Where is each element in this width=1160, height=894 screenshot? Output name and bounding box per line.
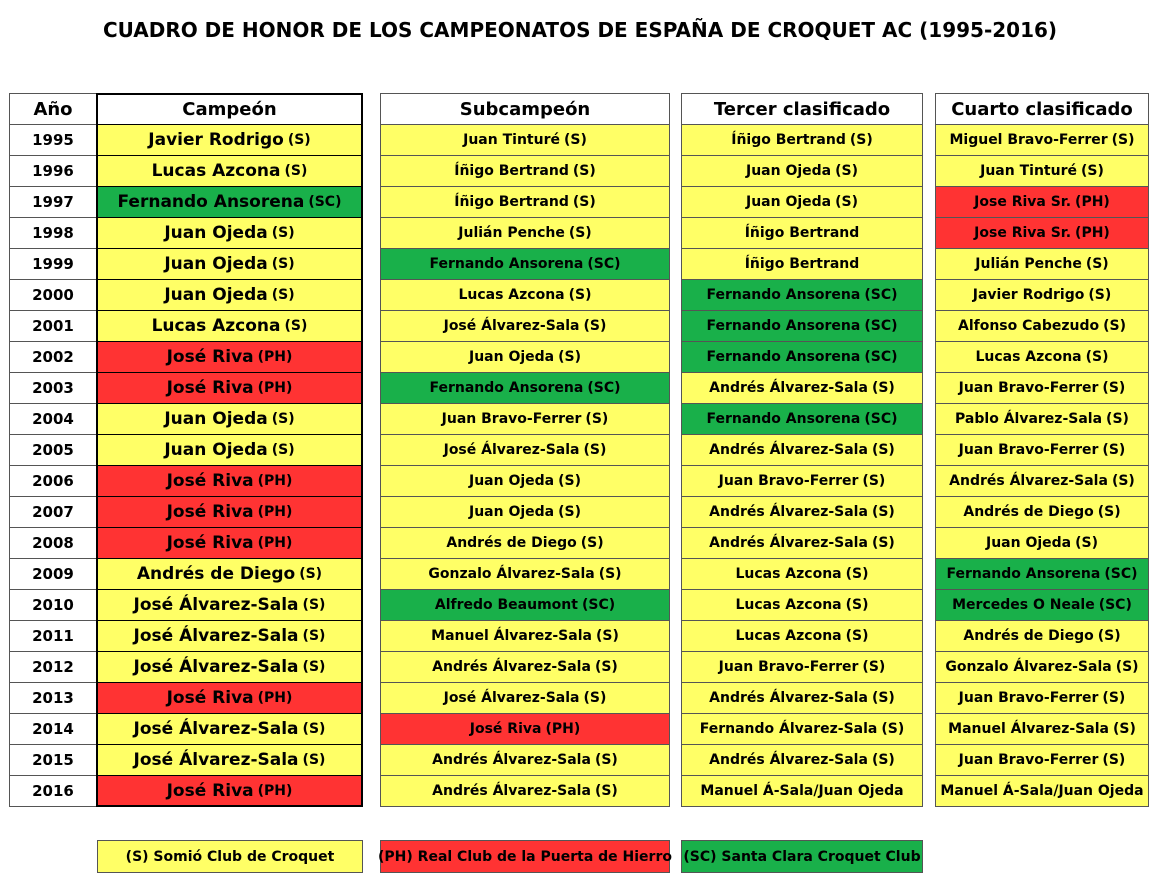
player-name: Andrés Álvarez-Sala — [709, 690, 868, 706]
campeon-cell — [96, 744, 363, 776]
club-code: (SC) — [864, 349, 898, 365]
club-code: (S) — [1102, 752, 1126, 768]
player-name: Íñigo Bertrand — [454, 163, 569, 179]
cuarto-cell — [935, 372, 1149, 404]
club-code: (SC) — [864, 287, 898, 303]
year-cell: 2004 — [9, 403, 97, 435]
tercero-cell — [681, 527, 923, 559]
club-code: (S) — [284, 163, 308, 179]
club-code: (S) — [271, 225, 295, 241]
tercero-cell — [681, 434, 923, 466]
year-cell: 1998 — [9, 217, 97, 249]
tercero-cell — [681, 372, 923, 404]
club-code: (S) — [1085, 349, 1109, 365]
player-name: José Riva — [166, 502, 254, 522]
tercero-cell — [681, 713, 923, 745]
player-name: Fernando Ansorena — [706, 318, 861, 334]
player-name: Andrés Álvarez-Sala — [709, 752, 868, 768]
club-code: (S) — [1075, 535, 1099, 551]
tercero-cell — [681, 465, 923, 497]
player-name: Andrés Álvarez-Sala — [432, 659, 591, 675]
club-code: (S) — [583, 318, 607, 334]
player-name: Julián Penche — [458, 225, 565, 241]
player-name: Andrés Álvarez-Sala — [709, 442, 868, 458]
player-name: Javier Rodrigo — [148, 130, 284, 150]
player-name: Andrés de Diego — [963, 504, 1094, 520]
campeon-cell — [96, 465, 363, 497]
campeon-cell — [96, 217, 363, 249]
year-cell: 2001 — [9, 310, 97, 342]
cuarto-cell — [935, 682, 1149, 714]
club-code: (S) — [862, 659, 886, 675]
tercero-cell — [681, 341, 923, 373]
club-code: (S) — [1085, 256, 1109, 272]
campeon-cell — [96, 341, 363, 373]
club-code: (S) — [871, 535, 895, 551]
player-name: José Álvarez-Sala — [133, 750, 299, 770]
player-name: Jose Riva Sr. — [974, 225, 1072, 241]
club-code: (S) — [1097, 628, 1121, 644]
club-code: (PH) — [1075, 225, 1110, 241]
tercero-cell — [681, 620, 923, 652]
club-code: (S) — [595, 628, 619, 644]
club-code: (S) — [1115, 659, 1139, 675]
year-cell: 2013 — [9, 682, 97, 714]
player-name: Juan Ojeda — [164, 254, 268, 274]
club-code: (S) — [835, 163, 859, 179]
club-code: (PH) — [257, 380, 293, 396]
year-cell: 2003 — [9, 372, 97, 404]
campeon-cell — [96, 682, 363, 714]
subcampeon-cell — [380, 310, 670, 342]
tercero-cell — [681, 651, 923, 683]
tercero-cell — [681, 682, 923, 714]
player-name: Juan Bravo-Ferrer — [958, 690, 1099, 706]
player-name: Julián Penche — [975, 256, 1082, 272]
player-name: José Riva — [166, 347, 254, 367]
tercero-cell — [681, 558, 923, 590]
club-code: (PH) — [1075, 194, 1110, 210]
player-name: Juan Ojeda — [164, 440, 268, 460]
club-code: (S) — [1102, 380, 1126, 396]
campeon-cell — [96, 589, 363, 621]
player-name: Juan Ojeda — [468, 504, 555, 520]
club-code: (S) — [1102, 690, 1126, 706]
player-name: Juan Ojeda — [164, 223, 268, 243]
club-code: (SC) — [308, 194, 342, 210]
club-code: (S) — [271, 256, 295, 272]
subcampeon-cell — [380, 775, 670, 807]
year-cell: 2015 — [9, 744, 97, 776]
tercero-cell — [681, 124, 923, 156]
year-cell: 2016 — [9, 775, 97, 807]
club-code: (S) — [302, 752, 326, 768]
cuarto-cell — [935, 434, 1149, 466]
player-name: Juan Bravo-Ferrer — [441, 411, 582, 427]
player-name: Andrés Álvarez-Sala — [709, 380, 868, 396]
club-code: (S) — [862, 473, 886, 489]
player-name: Juan Ojeda — [164, 285, 268, 305]
club-code: (S) — [568, 287, 592, 303]
player-name: Juan Ojeda — [468, 349, 555, 365]
page-title: CUADRO DE HONOR DE LOS CAMPEONATOS DE ESPAÑA DE CROQUET AC (1995-2016) — [102, 18, 1058, 42]
club-code: (S) — [871, 504, 895, 520]
player-name: Manuel Álvarez-Sala — [431, 628, 592, 644]
tercero-cell — [681, 279, 923, 311]
player-name: Juan Bravo-Ferrer — [958, 752, 1099, 768]
player-name: José Riva — [469, 721, 542, 737]
subcampeon-cell — [380, 496, 670, 528]
subcampeon-cell — [380, 341, 670, 373]
campeon-cell — [96, 248, 363, 280]
cuarto-cell — [935, 124, 1149, 156]
cuarto-cell — [935, 341, 1149, 373]
player-name: Juan Tinturé — [463, 132, 560, 148]
player-name: Alfonso Cabezudo — [957, 318, 1100, 334]
club-code: (PH) — [257, 782, 293, 799]
club-code: (SC) — [587, 256, 621, 272]
player-name: Juan Bravo-Ferrer — [958, 380, 1099, 396]
club-code: (S) — [1112, 721, 1136, 737]
subcampeon-cell — [380, 620, 670, 652]
club-code: (S) — [583, 442, 607, 458]
cuarto-cell — [935, 465, 1149, 497]
player-name: José Riva — [166, 780, 254, 801]
player-name: José Álvarez-Sala — [133, 626, 299, 646]
tercero-cell — [681, 310, 923, 342]
subcampeon-cell — [380, 651, 670, 683]
header-cuarto: Cuarto clasificado — [935, 93, 1149, 125]
cuarto-cell — [935, 589, 1149, 621]
year-cell: 1997 — [9, 186, 97, 218]
player-name: Fernando Ansorena — [946, 566, 1101, 582]
club-code: (S) — [1102, 442, 1126, 458]
player-name: Fernando Ansorena — [429, 256, 584, 272]
club-code: (S) — [871, 442, 895, 458]
player-name: Fernando Ansorena — [706, 349, 861, 365]
player-name: Fernando Álvarez-Sala — [699, 721, 878, 737]
player-name: Juan Bravo-Ferrer — [718, 473, 859, 489]
year-cell: 2014 — [9, 713, 97, 745]
cuarto-cell — [935, 620, 1149, 652]
tercero-cell — [681, 217, 923, 249]
club-code: (SC) — [581, 597, 616, 613]
subcampeon-cell — [380, 434, 670, 466]
year-cell: 1999 — [9, 248, 97, 280]
player-name: José Álvarez-Sala — [443, 318, 580, 334]
club-code: (S) — [1088, 287, 1112, 303]
campeon-cell — [96, 620, 363, 652]
player-name: Juan Ojeda — [745, 194, 832, 210]
player-name: José Álvarez-Sala — [133, 657, 299, 677]
cuarto-cell — [935, 279, 1149, 311]
club-code: (S) — [299, 566, 323, 582]
club-code: (S) — [871, 690, 895, 706]
subcampeon-cell — [380, 713, 670, 745]
club-code: (S) — [287, 132, 311, 148]
cuarto-cell — [935, 248, 1149, 280]
player-name: Gonzalo Álvarez-Sala — [945, 659, 1112, 675]
player-name: Mercedes O Neale — [952, 597, 1095, 613]
header-subcampeon: Subcampeón — [380, 93, 670, 125]
player-name: Andrés Álvarez-Sala — [432, 752, 591, 768]
player-name: Lucas Azcona — [735, 566, 842, 582]
year-cell: 2007 — [9, 496, 97, 528]
player-name: Lucas Azcona — [151, 161, 281, 181]
club-code: (PH) — [257, 349, 293, 365]
player-name: José Álvarez-Sala — [443, 690, 580, 706]
campeon-cell — [96, 651, 363, 683]
campeon-cell — [96, 279, 363, 311]
player-name: Lucas Azcona — [151, 316, 281, 336]
player-name: Manuel Á-Sala/Juan Ojeda — [940, 783, 1144, 799]
player-name: Juan Ojeda — [745, 163, 832, 179]
club-code: (S) — [1111, 473, 1135, 489]
tercero-cell — [681, 155, 923, 187]
club-code: (S) — [302, 659, 326, 675]
player-name: Fernando Ansorena — [706, 411, 861, 427]
subcampeon-cell — [380, 744, 670, 776]
year-cell: 2000 — [9, 279, 97, 311]
club-code: (S) — [1111, 132, 1135, 148]
year-cell: 2002 — [9, 341, 97, 373]
year-cell: 2008 — [9, 527, 97, 559]
cuarto-cell — [935, 527, 1149, 559]
subcampeon-cell — [380, 465, 670, 497]
player-name: Javier Rodrigo — [972, 287, 1085, 303]
campeon-cell — [96, 372, 363, 404]
subcampeon-cell — [380, 248, 670, 280]
cuarto-cell — [935, 186, 1149, 218]
player-name: Juan Ojeda — [164, 409, 268, 429]
player-name: José Riva — [166, 471, 254, 491]
club-code: (S) — [271, 442, 295, 458]
club-code: (S) — [302, 597, 326, 613]
tercero-cell — [681, 248, 923, 280]
player-name: Pablo Álvarez-Sala — [955, 411, 1103, 427]
player-name: Manuel Álvarez-Sala — [948, 721, 1109, 737]
year-cell: 2005 — [9, 434, 97, 466]
club-code: (S) — [849, 132, 873, 148]
club-code: (PH) — [257, 473, 293, 489]
tercero-cell — [681, 775, 923, 807]
legend-santa-clara: (SC) Santa Clara Croquet Club — [681, 840, 923, 873]
campeon-cell — [96, 496, 363, 528]
club-code: (SC) — [587, 380, 621, 396]
cuarto-cell — [935, 744, 1149, 776]
player-name: Andrés Álvarez-Sala — [709, 535, 868, 551]
club-code: (S) — [594, 659, 618, 675]
cuarto-cell — [935, 155, 1149, 187]
club-code: (S) — [302, 628, 326, 644]
club-code: (PH) — [545, 721, 581, 737]
cuarto-cell — [935, 558, 1149, 590]
player-name: José Álvarez-Sala — [133, 595, 299, 615]
player-name: Íñigo Bertrand — [744, 256, 860, 272]
cuarto-cell — [935, 403, 1149, 435]
club-code: (S) — [284, 318, 308, 334]
year-cell: 1995 — [9, 124, 97, 156]
column-cuarto — [935, 93, 1149, 807]
player-name: José Riva — [166, 533, 254, 553]
club-code: (SC) — [1098, 597, 1132, 613]
cuarto-cell — [935, 217, 1149, 249]
club-code: (S) — [598, 566, 622, 582]
player-name: Andrés Álvarez-Sala — [709, 504, 868, 520]
campeon-cell — [96, 124, 363, 156]
year-cell: 2011 — [9, 620, 97, 652]
subcampeon-cell — [380, 403, 670, 435]
player-name: Íñigo Bertrand — [731, 132, 846, 148]
column-campeon — [96, 93, 363, 807]
header-ano: Año — [9, 93, 97, 125]
subcampeon-cell — [380, 124, 670, 156]
club-code: (S) — [583, 690, 607, 706]
club-code: (S) — [585, 411, 609, 427]
club-code: (SC) — [864, 318, 898, 334]
player-name: Andrés Álvarez-Sala — [949, 473, 1108, 489]
player-name: Manuel Á-Sala/Juan Ojeda — [700, 783, 904, 799]
year-cell: 2006 — [9, 465, 97, 497]
year-cell: 2010 — [9, 589, 97, 621]
campeon-cell — [96, 434, 363, 466]
campeon-cell — [96, 155, 363, 187]
column-tercero — [681, 93, 923, 807]
club-code: (SC) — [1104, 566, 1138, 582]
subcampeon-cell — [380, 279, 670, 311]
subcampeon-cell — [380, 186, 670, 218]
subcampeon-cell — [380, 527, 670, 559]
player-name: Juan Ojeda — [468, 473, 555, 489]
club-code: (S) — [580, 535, 604, 551]
cuarto-cell — [935, 496, 1149, 528]
club-code: (S) — [572, 163, 596, 179]
cuarto-cell — [935, 310, 1149, 342]
year-cell: 2012 — [9, 651, 97, 683]
cuarto-cell — [935, 713, 1149, 745]
player-name: Andrés de Diego — [963, 628, 1094, 644]
campeon-cell — [96, 775, 363, 807]
club-code: (S) — [271, 287, 295, 303]
campeon-cell — [96, 186, 363, 218]
player-name: Juan Bravo-Ferrer — [718, 659, 859, 675]
tercero-cell — [681, 403, 923, 435]
header-tercero: Tercer clasificado — [681, 93, 923, 125]
tercero-cell — [681, 186, 923, 218]
club-code: (S) — [302, 721, 326, 737]
club-code: (S) — [594, 752, 618, 768]
club-code: (S) — [558, 504, 582, 520]
club-code: (PH) — [257, 504, 293, 520]
player-name: Juan Bravo-Ferrer — [958, 442, 1099, 458]
campeon-cell — [96, 527, 363, 559]
subcampeon-cell — [380, 682, 670, 714]
player-name: Lucas Azcona — [735, 597, 842, 613]
player-name: José Riva — [166, 378, 254, 398]
column-ano — [9, 93, 97, 807]
club-code: (S) — [1080, 163, 1104, 179]
campeon-cell — [96, 558, 363, 590]
player-name: Alfredo Beaumont — [434, 597, 578, 613]
player-name: Jose Riva Sr. — [974, 194, 1072, 210]
club-code: (S) — [835, 194, 859, 210]
club-code: (S) — [568, 225, 592, 241]
player-name: Juan Tinturé — [980, 163, 1077, 179]
player-name: Íñigo Bertrand — [454, 194, 569, 210]
player-name: Lucas Azcona — [735, 628, 842, 644]
header-campeon: Campeón — [96, 93, 363, 125]
club-code: (S) — [845, 597, 869, 613]
player-name: José Riva — [166, 688, 254, 708]
player-name: Íñigo Bertrand — [744, 225, 860, 241]
tercero-cell — [681, 744, 923, 776]
club-code: (S) — [558, 473, 582, 489]
club-code: (S) — [871, 380, 895, 396]
club-code: (S) — [594, 783, 618, 799]
campeon-cell — [96, 310, 363, 342]
player-name: Lucas Azcona — [458, 287, 565, 303]
cuarto-cell — [935, 775, 1149, 807]
club-code: (S) — [563, 132, 587, 148]
player-name: Andrés de Diego — [446, 535, 577, 551]
player-name: José Álvarez-Sala — [443, 442, 580, 458]
player-name: Miguel Bravo-Ferrer — [949, 132, 1108, 148]
player-name: Andrés de Diego — [136, 564, 296, 584]
column-subcampeon — [380, 93, 670, 807]
campeon-cell — [96, 403, 363, 435]
club-code: (S) — [558, 349, 582, 365]
player-name: Fernando Ansorena — [706, 287, 861, 303]
subcampeon-cell — [380, 372, 670, 404]
campeon-cell — [96, 713, 363, 745]
player-name: Andrés Álvarez-Sala — [432, 783, 591, 799]
cuarto-cell — [935, 651, 1149, 683]
subcampeon-cell — [380, 589, 670, 621]
player-name: Juan Ojeda — [985, 535, 1072, 551]
club-code: (S) — [1097, 504, 1121, 520]
club-code: (S) — [1106, 411, 1129, 427]
year-cell: 2009 — [9, 558, 97, 590]
club-code: (S) — [1103, 318, 1127, 334]
player-name: Fernando Ansorena — [429, 380, 584, 396]
legend-puerta-de-hierro: (PH) Real Club de la Puerta de Hierro — [380, 840, 670, 873]
tercero-cell — [681, 589, 923, 621]
legend-somio: (S) Somió Club de Croquet — [97, 840, 363, 873]
club-code: (S) — [871, 752, 895, 768]
player-name: Lucas Azcona — [975, 349, 1082, 365]
subcampeon-cell — [380, 217, 670, 249]
subcampeon-cell — [380, 558, 670, 590]
club-code: (PH) — [257, 535, 293, 551]
year-cell: 1996 — [9, 155, 97, 187]
club-code: (S) — [845, 566, 869, 582]
club-code: (SC) — [864, 411, 898, 427]
player-name: José Álvarez-Sala — [133, 719, 299, 739]
club-code: (S) — [271, 411, 295, 427]
tercero-cell — [681, 496, 923, 528]
club-code: (S) — [572, 194, 596, 210]
club-code: (S) — [845, 628, 869, 644]
club-code: (PH) — [257, 690, 293, 706]
player-name: Gonzalo Álvarez-Sala — [428, 566, 595, 582]
subcampeon-cell — [380, 155, 670, 187]
player-name: Fernando Ansorena — [117, 192, 305, 212]
club-code: (S) — [881, 721, 905, 737]
